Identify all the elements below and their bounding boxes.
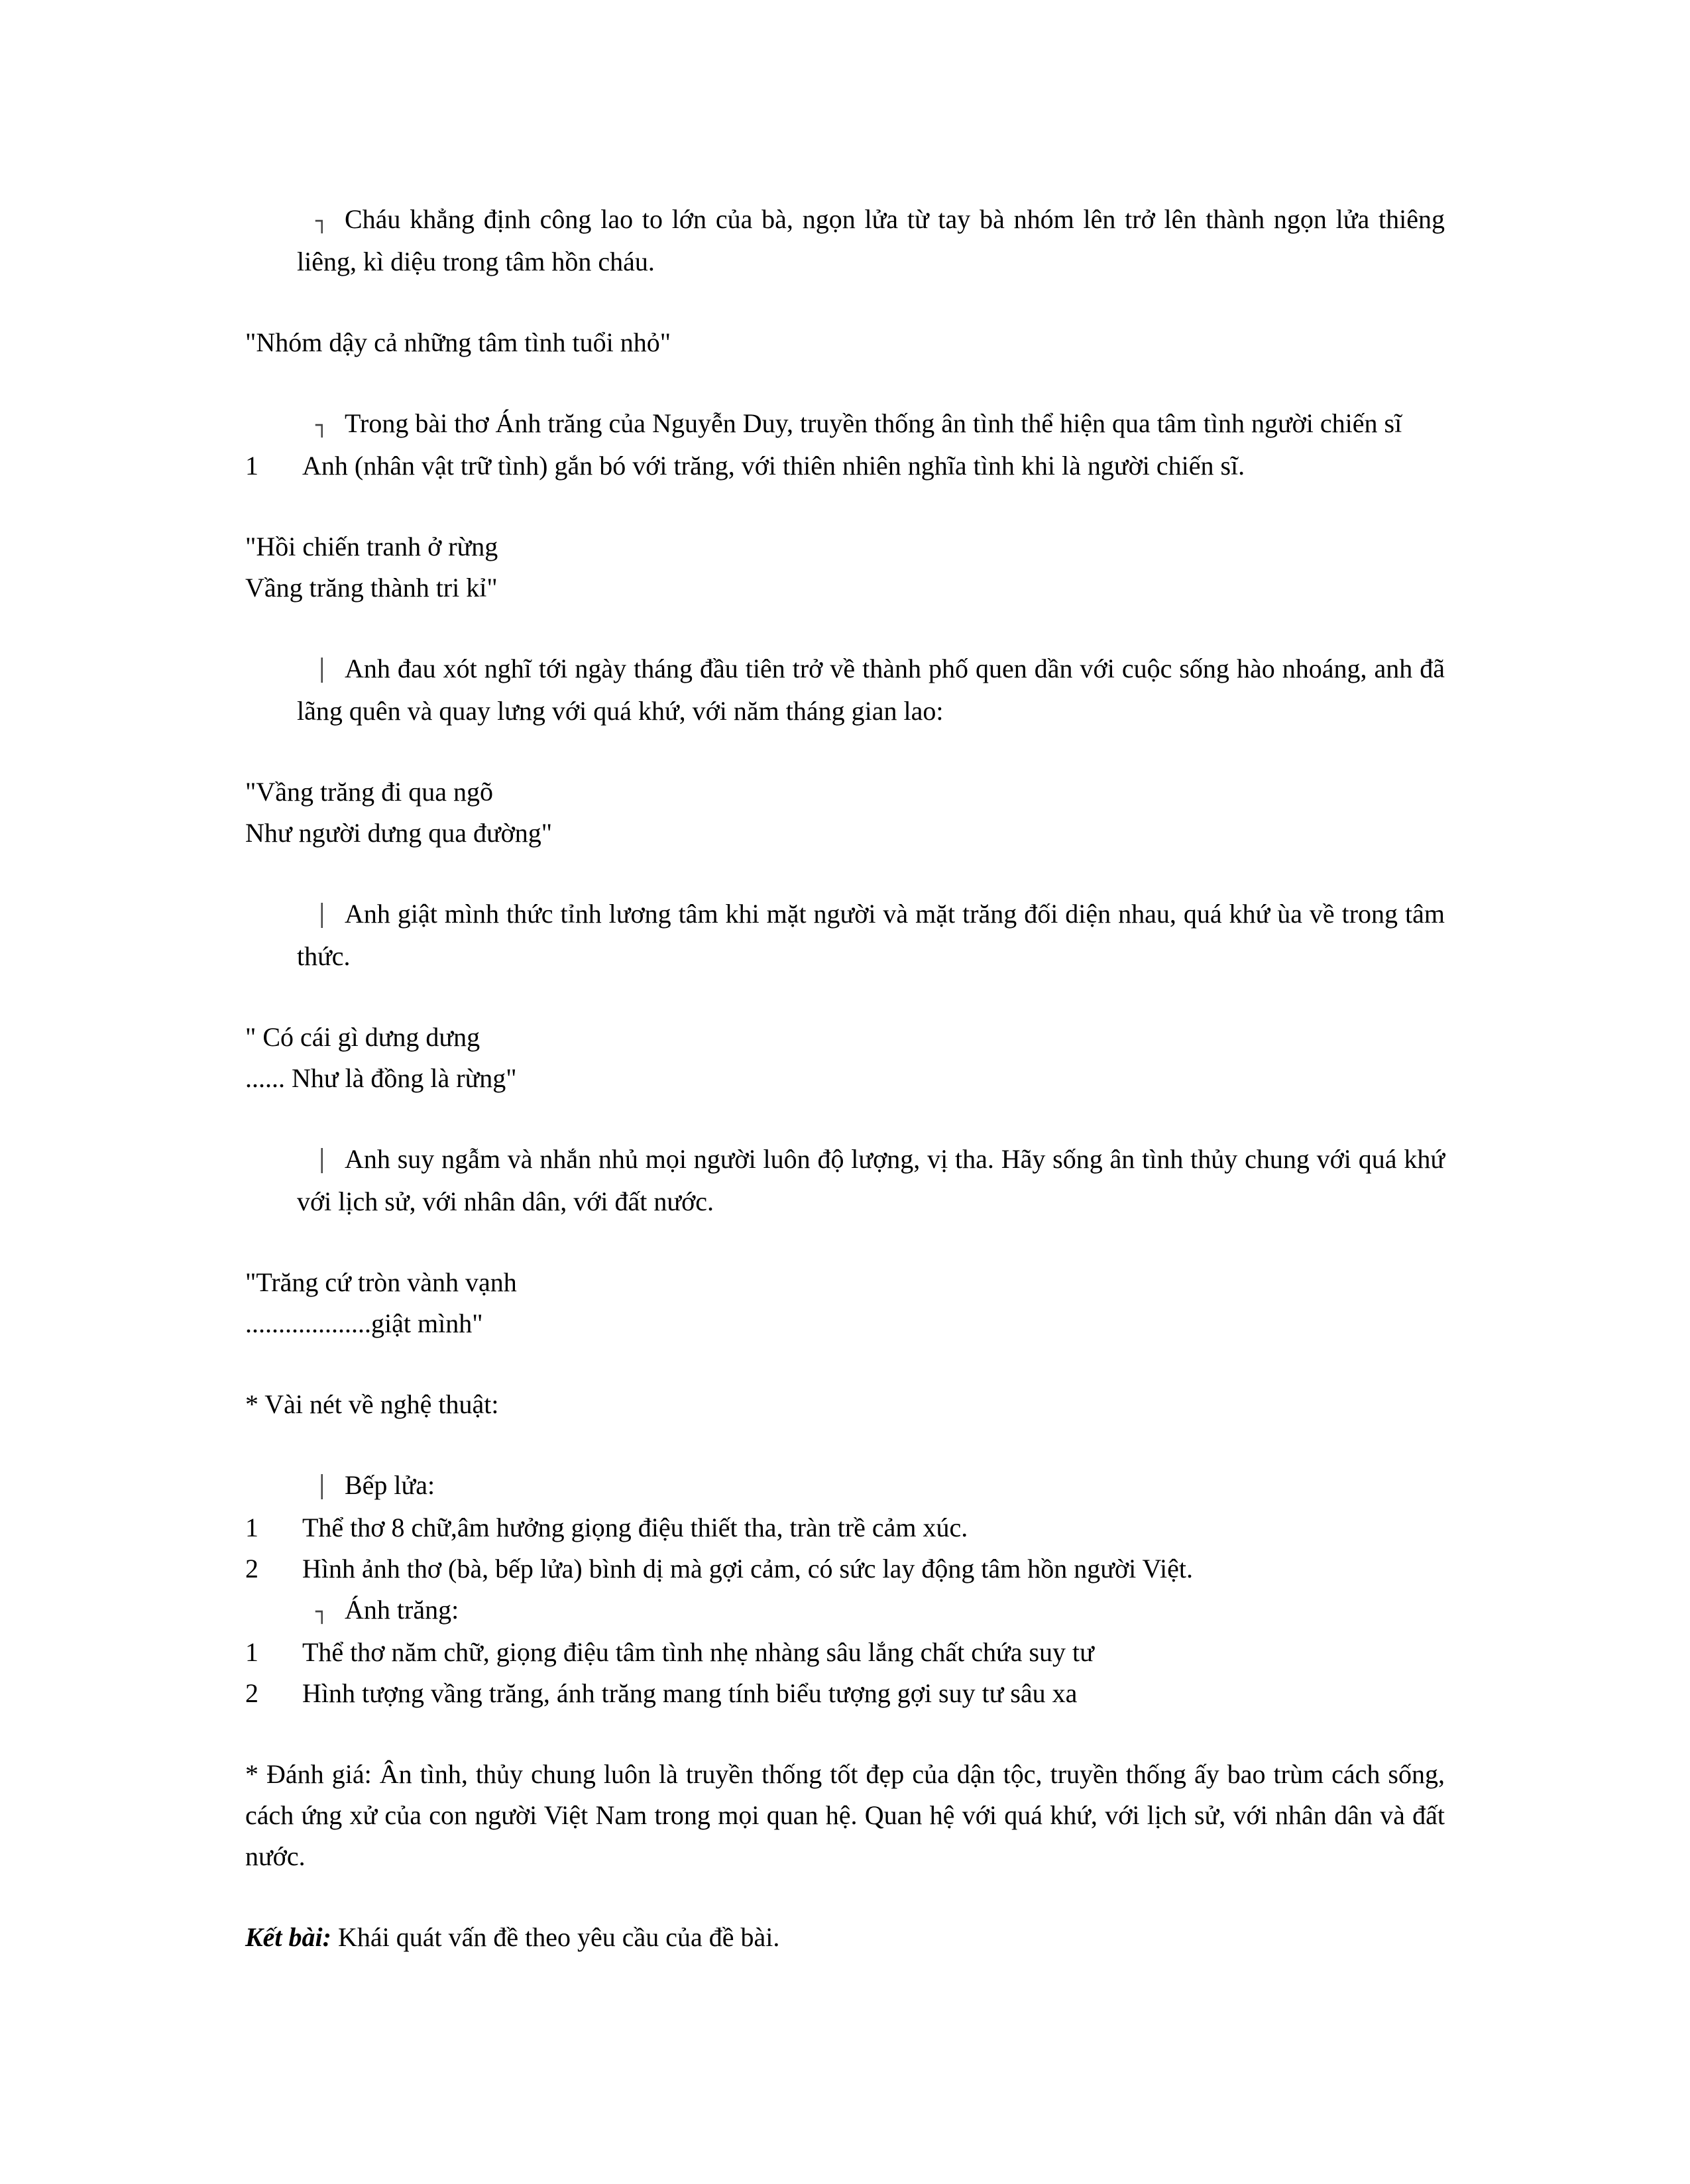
bullet-marker-icon: ┐ [315,208,329,233]
subsection-title [297,1589,1445,1632]
conclusion-text: Khái quát vấn đề theo yêu cầu của đề bài. [331,1922,780,1952]
section-heading: * Vài nét về nghệ thuật: [245,1389,499,1419]
item-number: 1 [245,1637,258,1667]
document-page [245,199,1445,1958]
item-text: Anh (nhân vật trữ tình) gắn bó với trăng, với thiên nhiên nghĩa tình khi là người chiến sĩ. [302,451,1245,481]
item-number: 2 [245,1678,258,1708]
item-text: Thể thơ 8 chữ,âm hưởng giọng điệu thiết tha, tràn trề cảm xúc. [302,1513,968,1542]
paragraph-text: Anh giật mình thức tỉnh lương tâm khi mặt người và mặt trăng đối diện nhau, quá khứ ùa về trong tâm thức. [297,899,1445,971]
paragraph-text: Trong bài thơ Ánh trăng của Nguyễn Duy, truyền thống ân tình thể hiện qua tâm tình người chiến sĩ [345,408,1402,438]
subsection-title-text: Bếp lửa: [345,1470,435,1500]
bullet-marker-icon: │ [315,1474,329,1499]
bullet-marker-icon: │ [315,903,329,928]
bullet-paragraph [297,199,1445,282]
numbered-item [245,1507,1445,1548]
numbered-item [245,445,1445,487]
numbered-item [245,1548,1445,1589]
numbered-item [245,1632,1445,1673]
numbered-item [245,1673,1445,1714]
quote-line: " Có cái gì dưng dưng [245,1022,480,1052]
item-text: Hình tượng vầng trăng, ánh trăng mang tính biểu tượng gợi suy tư sâu xa [302,1678,1078,1708]
subsection-title-text: Ánh trăng: [345,1595,459,1625]
item-number: 1 [245,451,258,481]
bullet-marker-icon: │ [315,1148,329,1173]
quote-line: ...................giật mình" [245,1308,483,1338]
quote-line: Như người dưng qua đường" [245,818,553,848]
bullet-paragraph [297,648,1445,732]
conclusion-label: Kết bài: [245,1922,331,1952]
bullet-paragraph [297,1139,1445,1222]
bullet-marker-icon: │ [315,658,329,683]
bullet-marker-icon: ┐ [315,1599,329,1624]
quote-line: "Hồi chiến tranh ở rừng [245,532,498,561]
quote-line: ...... Như là đồng là rừng" [245,1063,517,1093]
paragraph-text: Anh suy ngẫm và nhắn nhủ mọi người luôn độ lượng, vị tha. Hãy sống ân tình thủy chung với quá khứ với lịch sử, với nhân dân, với đất nước. [297,1144,1445,1216]
quote-line: "Vầng trăng đi qua ngõ [245,777,494,807]
subsection-title [297,1465,1445,1507]
paragraph-text: Cháu khẳng định công lao to lớn của bà, ngọn lửa từ tay bà nhóm lên trở lên thành ngọn lửa thiêng liêng, kì diệu trong tâm hồn cháu. [297,204,1445,276]
bullet-paragraph [297,403,1445,445]
quote-line: "Nhóm dậy cả những tâm tình tuổi nhỏ" [245,327,671,357]
item-number: 2 [245,1554,258,1583]
item-number: 1 [245,1513,258,1542]
bullet-marker-icon: ┐ [315,412,329,437]
quote-line: Vầng trăng thành tri kỉ" [245,573,498,603]
conclusion-paragraph [245,1917,1445,1958]
paragraph-text: Anh đau xót nghĩ tới ngày tháng đầu tiên trở về thành phố quen dần với cuộc sống hào nhoáng, anh đã lãng quên và quay lưng với quá khứ, với năm tháng gian lao: [297,654,1445,726]
evaluation-paragraph: * Đánh giá: Ân tình, thủy chung luôn là truyền thống tốt đẹp của dận tộc, truyền thống ấy bao trùm cách sống, cách ứng xử của con người Việt Nam trong mọi quan hệ. Quan hệ với quá khứ, với lịch sử, với nhân dân và đất nước. [245,1759,1445,1871]
item-text: Thể thơ năm chữ, giọng điệu tâm tình nhẹ nhàng sâu lắng chất chứa suy tư [302,1637,1094,1667]
bullet-paragraph [297,893,1445,977]
item-text: Hình ảnh thơ (bà, bếp lửa) bình dị mà gợi cảm, có sức lay động tâm hồn người Việt. [302,1554,1193,1583]
quote-line: "Trăng cứ tròn vành vạnh [245,1267,517,1297]
